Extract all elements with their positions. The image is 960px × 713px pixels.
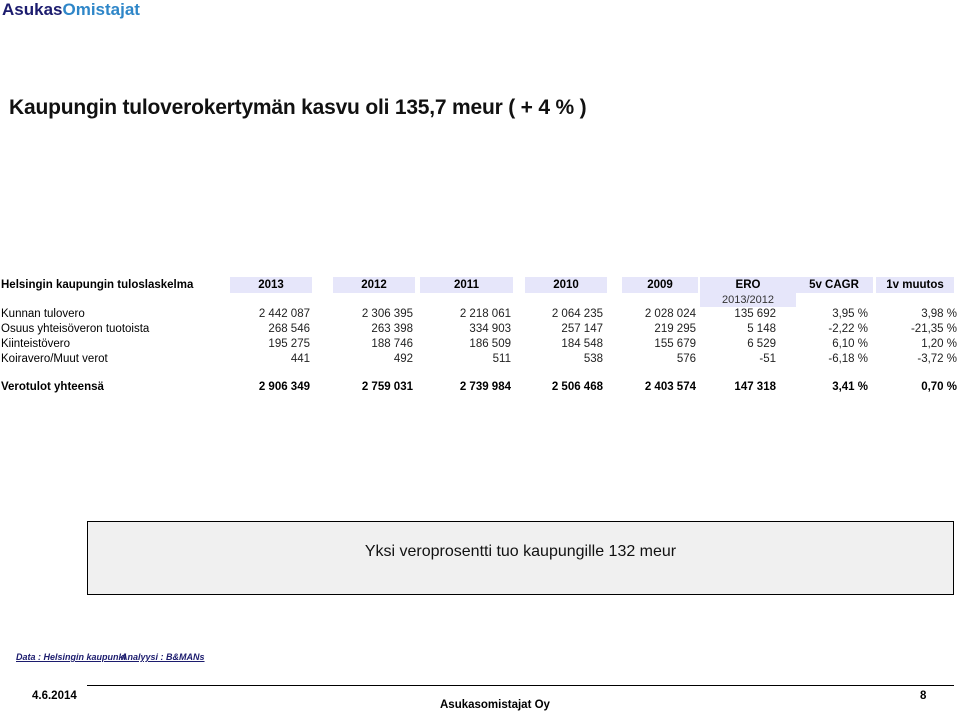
source-analysis: Analyysi : B&MANs [121, 652, 205, 662]
footer-company: Asukasomistajat Oy [440, 699, 550, 711]
col-subheader-ero: 2013/2012 [700, 293, 796, 307]
cell: -21,35 % [910, 323, 957, 335]
cell: 334 903 [469, 323, 511, 335]
cell: 441 [290, 353, 310, 365]
cell: 135 692 [734, 308, 776, 320]
cell: 2 906 349 [258, 381, 310, 393]
cell: 511 [492, 353, 511, 365]
cell: 576 [676, 353, 696, 365]
col-header-ero: ERO [700, 277, 796, 293]
cell: 2 218 061 [459, 308, 511, 320]
col-header-2013: 2013 [230, 277, 312, 293]
brand-logo [2, 0, 140, 20]
col-header-cagr: 5v CAGR [795, 277, 873, 293]
total-label: Verotulot yhteensä [1, 381, 104, 393]
cell: -2,22 % [828, 323, 868, 335]
cell: 2 506 468 [551, 381, 603, 393]
cell: 195 275 [268, 338, 310, 350]
row-label: Koiravero/Muut verot [1, 353, 108, 365]
cell: 268 546 [268, 323, 310, 335]
cell: 3,95 % [832, 308, 868, 320]
cell: 263 398 [371, 323, 413, 335]
table-label: Helsingin kaupungin tuloslaskelma [1, 279, 194, 291]
cell: 6 529 [747, 338, 776, 350]
cell: 3,98 % [921, 308, 957, 320]
cell: 2 759 031 [361, 381, 413, 393]
cell: 219 295 [654, 323, 696, 335]
cell: -6,18 % [828, 353, 868, 365]
col-header-1v: 1v muutos [876, 277, 954, 293]
brand-part-1: Asukas [2, 0, 63, 19]
cell: 2 028 024 [644, 308, 696, 320]
cell: 2 739 984 [459, 381, 511, 393]
row-label: Osuus yhteisöveron tuotoista [1, 323, 150, 335]
cell: 2 306 395 [361, 308, 413, 320]
source-data: Data : Helsingin kaupunki [16, 652, 127, 662]
cell: 2 064 235 [551, 308, 603, 320]
cell: 5 148 [747, 323, 776, 335]
cell: 538 [583, 353, 603, 365]
page-number: 8 [920, 690, 927, 702]
footer-date: 4.6.2014 [32, 690, 77, 702]
cell: 492 [393, 353, 413, 365]
highlight-box [87, 521, 954, 595]
cell: 2 442 087 [258, 308, 310, 320]
cell: 0,70 % [921, 381, 957, 393]
cell: 257 147 [561, 323, 603, 335]
cell: 155 679 [654, 338, 696, 350]
cell: -51 [759, 353, 776, 365]
row-label: Kiinteistövero [1, 338, 71, 350]
cell: 3,41 % [832, 381, 868, 393]
col-header-2010: 2010 [525, 277, 607, 293]
cell: 186 509 [469, 338, 511, 350]
col-header-2009: 2009 [622, 277, 698, 293]
col-header-2011: 2011 [420, 277, 513, 293]
cell: -3,72 % [917, 353, 957, 365]
cell: 147 318 [734, 381, 776, 393]
brand-part-2: Omistajat [62, 0, 140, 19]
cell: 6,10 % [832, 338, 868, 350]
cell: 188 746 [371, 338, 413, 350]
col-header-2012: 2012 [333, 277, 415, 293]
row-label: Kunnan tulovero [1, 308, 85, 320]
cell: 2 403 574 [644, 381, 696, 393]
footer-divider [87, 685, 954, 686]
page-title: Kaupungin tuloverokertymän kasvu oli 135,7 meur ( + 4 % ) [9, 96, 587, 119]
cell: 1,20 % [921, 338, 957, 350]
highlight-text: Yksi veroprosentti tuo kaupungille 132 meur [364, 543, 677, 560]
cell: 184 548 [561, 338, 603, 350]
